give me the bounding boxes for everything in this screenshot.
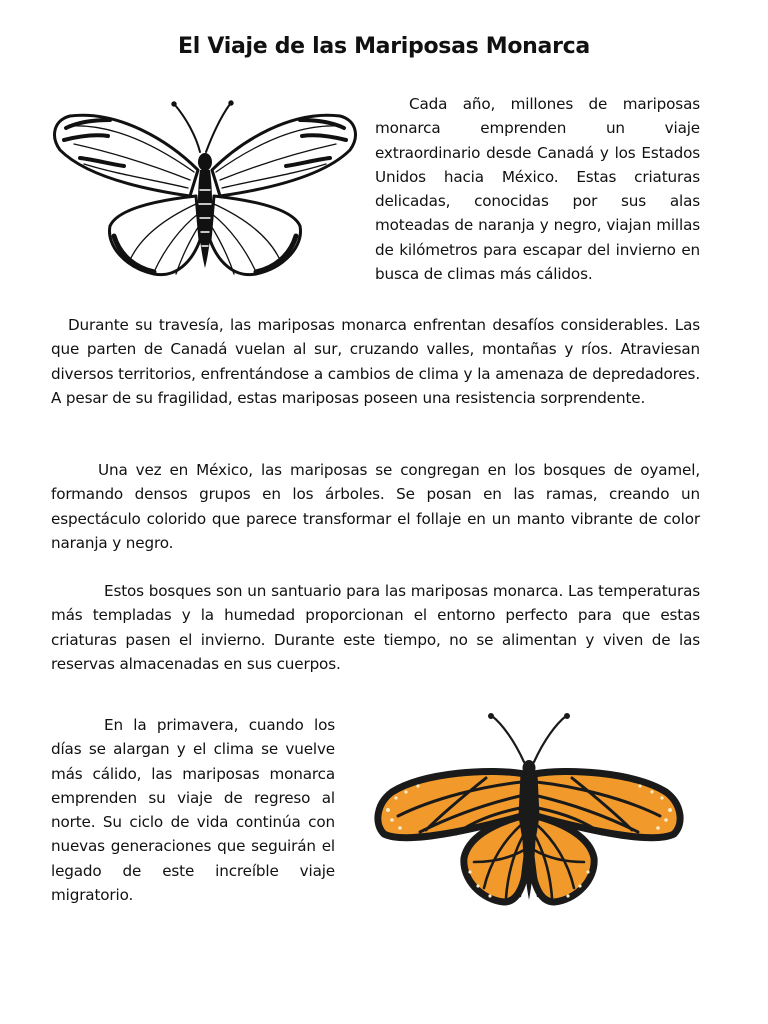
paragraph-2: Durante su travesía, las mariposas monarca enfrentan desafíos considerables. Las que parten de Canadá vuelan al sur, cruzando valles, montañas y ríos. Atraviesan diversos territorios, enfrentándose a cambios de clima y la amenaza de depredadores. A pesar de su fragilidad, estas mariposas poseen una resistencia sorprendente. [51, 316, 700, 407]
page-title: El Viaje de las Mariposas Monarca [178, 34, 590, 59]
paragraph-5: En la primavera, cuando los días se alargan y el clima se vuelve más cálido, las mariposas monarca emprenden su viaje de regreso al norte. Su ciclo de vida continúa con nuevas generaciones que seguirán el legado de este increíble viaje migratorio. [51, 716, 335, 905]
black-and-white-butterfly-icon [50, 100, 360, 280]
paragraph-4: Estos bosques son un santuario para las mariposas monarca. Las temperaturas más templadas y la humedad proporcionan el entorno perfecto para que estas criaturas pasen el invierno. Durante este tiempo, no se alimentan y viven de las reservas almacenadas en sus cuerpos. [51, 582, 700, 673]
orange-monarch-butterfly-icon [374, 712, 684, 907]
paragraph-3: Una vez en México, las mariposas se congregan en los bosques de oyamel, formando densos grupos en los árboles. Se posan en las ramas, creando un espectáculo colorido que parece transformar el follaje en un manto vibrante de color naranja y negro. [51, 461, 700, 552]
paragraph-1: Cada año, millones de mariposas monarca emprenden un viaje extraordinario desde Canadá y los Estados Unidos hacia México. Estas criaturas delicadas, conocidas por sus alas moteadas de naranja y negro, viajan millas de kilómetros para escapar del invierno en busca de climas más cálidos. [375, 95, 700, 284]
